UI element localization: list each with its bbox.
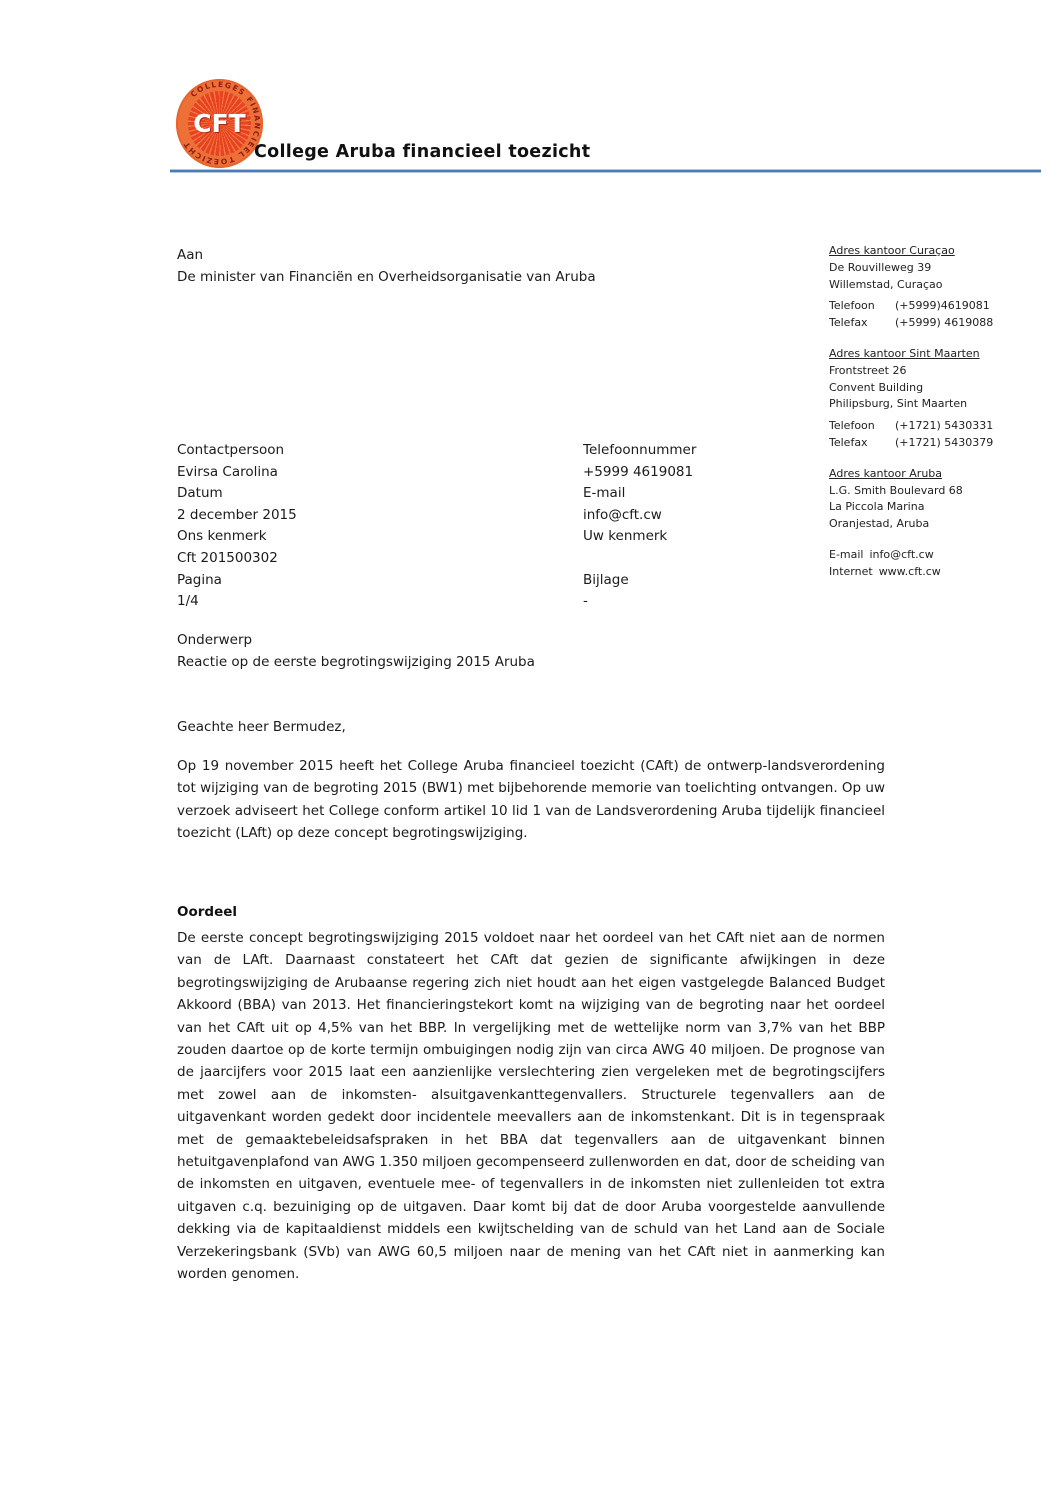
contactperson-value: Evirsa Carolina — [177, 463, 278, 480]
meta-row — [177, 483, 884, 505]
org-title: College Aruba financieel toezicht — [254, 142, 591, 162]
subject-text: Reactie op de eerste begrotingswijziging 2015 Aruba — [177, 654, 535, 670]
recipient-block — [177, 244, 596, 288]
section-heading-oordeel: Oordeel — [177, 904, 238, 920]
attachment-value: - — [583, 593, 588, 610]
subject-block — [177, 629, 535, 673]
meta-row — [177, 526, 884, 548]
page-label: Pagina — [177, 571, 222, 588]
address-line: Willemstad, Curaçao — [829, 277, 943, 291]
email-label: E-mail — [583, 485, 626, 502]
phone-label: Telefoon — [829, 299, 875, 313]
address-line: Oranjestad, Aruba — [829, 517, 930, 531]
fax-label: Telefax — [829, 316, 868, 330]
office-curacao — [829, 243, 1051, 332]
address-line: La Piccola Marina — [829, 500, 925, 514]
phone-value: (+1721) 5430331 — [895, 419, 994, 433]
address-line: L.G. Smith Boulevard 68 — [829, 483, 963, 497]
recipient-name: De minister van Financiën en Overheidsorganisatie van Aruba — [177, 269, 596, 285]
meta-row — [177, 440, 884, 462]
meta-row — [177, 548, 884, 570]
meta-row — [177, 505, 884, 527]
address-line: Philipsburg, Sint Maarten — [829, 397, 968, 411]
office-title: Adres kantoor Aruba — [829, 466, 943, 480]
email-value: info@cft.cw — [583, 506, 662, 523]
phone-value: (+5999)4619081 — [895, 299, 990, 313]
attachment-label: Bijlage — [583, 571, 629, 588]
date-value: 2 december 2015 — [177, 506, 297, 523]
body-paragraph-1: Op 19 november 2015 heeft het College Aruba financieel toezicht (CAft) de ontwerp-landsverordening tot wijziging van de begroting 2015 (BW1) met bijbehorende memorie van toelichting ontvangen. Op uw verzoek adviseert het College conform artikel 10 lid 1 van de Landsverordening Aruba tijdelijk financieel toezicht (LAft) op deze concept begrotingswijziging. — [177, 758, 885, 842]
logo-ring-text — [176, 79, 263, 168]
phone-number-value: +5999 4619081 — [583, 463, 694, 480]
website-label: Internet — [829, 564, 873, 578]
logo-ring-text-path: COLLEGES FINANCIEEL TOEZICHT — [181, 79, 263, 167]
address-line: De Rouvilleweg 39 — [829, 260, 932, 274]
subject-label: Onderwerp — [177, 632, 253, 648]
salutation: Geachte heer Bermudez, — [177, 719, 346, 735]
your-reference-value — [583, 548, 884, 570]
svg-text:COLLEGES FINANCIEEL TOEZICHT — [181, 80, 262, 166]
page-value: 1/4 — [177, 593, 199, 610]
fax-row — [829, 315, 1051, 332]
meta-row — [177, 570, 884, 592]
phone-label: Telefoon — [829, 419, 875, 433]
office-sint-maarten — [829, 346, 1051, 452]
fax-label: Telefax — [829, 435, 868, 449]
meta-row — [177, 591, 884, 613]
your-reference-label: Uw kenmerk — [583, 528, 668, 545]
office-title: Adres kantoor Curaçao — [829, 244, 955, 257]
email-label: E-mail — [829, 547, 864, 561]
website-value: www.cft.cw — [878, 564, 941, 578]
our-reference-value: Cft 201500302 — [177, 549, 278, 566]
address-line: Frontstreet 26 — [829, 363, 907, 377]
letter-meta — [177, 440, 884, 613]
meta-row — [177, 462, 884, 484]
email-value: info@cft.cw — [869, 547, 934, 561]
header-divider — [170, 169, 1041, 173]
address-line: Convent Building — [829, 380, 924, 394]
logo-center-text: CFT — [193, 109, 246, 138]
fax-value: (+5999) 4619088 — [895, 316, 994, 330]
fax-value: (+1721) 5430379 — [895, 435, 994, 449]
recipient-label: Aan — [177, 247, 204, 263]
office-title: Adres kantoor Sint Maarten — [829, 346, 980, 360]
cft-logo-icon — [176, 79, 263, 168]
office-contacts — [829, 298, 1051, 332]
phone-number-label: Telefoonnummer — [583, 442, 697, 458]
section-body-oordeel: De eerste concept begrotingswijziging 2015 voldoet naar het oordeel van het CAft niet aan de normen van de LAft. Daarnaast constateert het CAft dat gezien de significante afwijkingen in deze begrotingswijziging de Arubaanse regering zich niet houdt aan het eigen vastgelegde Balanced Budget Akkoord (BBA) van 2013. Het financieringstekort komt na wijziging van de begroting naar het oordeel van het CAft uit op 4,5% van het BBP. In vergelijking met de wettelijke norm van 3,7% van het BBP zouden daartoe op de korte termijn ombuigingen nodig zijn van circa AWG 40 miljoen. De prognose van de jaarcijfers voor 2015 laat een aanzienlijke verslechtering zien vergeleken met de begrotingscijfers met zowel aan de inkomsten- alsuitgavenkanttegenvallers. Structurele tegenvallers aan de uitgavenkant worden gedekt door incidentele meevallers aan de inkomstenkant. Dit is in tegenspraak met de gemaaktebeleidsafspraken in het BBA dat tegenvallers aan de uitgavenkant binnen hetuitgavenplafond van AWG 1.350 miljoen gecompenseerd zullenworden en dat, door de scheiding van de inkomsten en uitgaven, eventuele mee- of tegenvallers in de inkomsten niet zullenleiden tot extra uitgaven c.q. bezuiniging op de uitgaven. Daar komt bij dat de door Aruba voorgestelde aanvullende dekking via de kapitaaldienst middels een kwijtschelding van de schuld van het Land aan de Sociale Verzekeringsbank (SVb) van AWG 60,5 miljoen naar de mening van het CAft niet in aanmerking kan worden genomen. — [177, 930, 885, 1283]
our-reference-label: Ons kenmerk — [177, 528, 267, 545]
phone-row — [829, 418, 1051, 435]
contactperson-label: Contactpersoon — [177, 442, 285, 458]
date-label: Datum — [177, 485, 223, 502]
phone-row — [829, 298, 1051, 315]
